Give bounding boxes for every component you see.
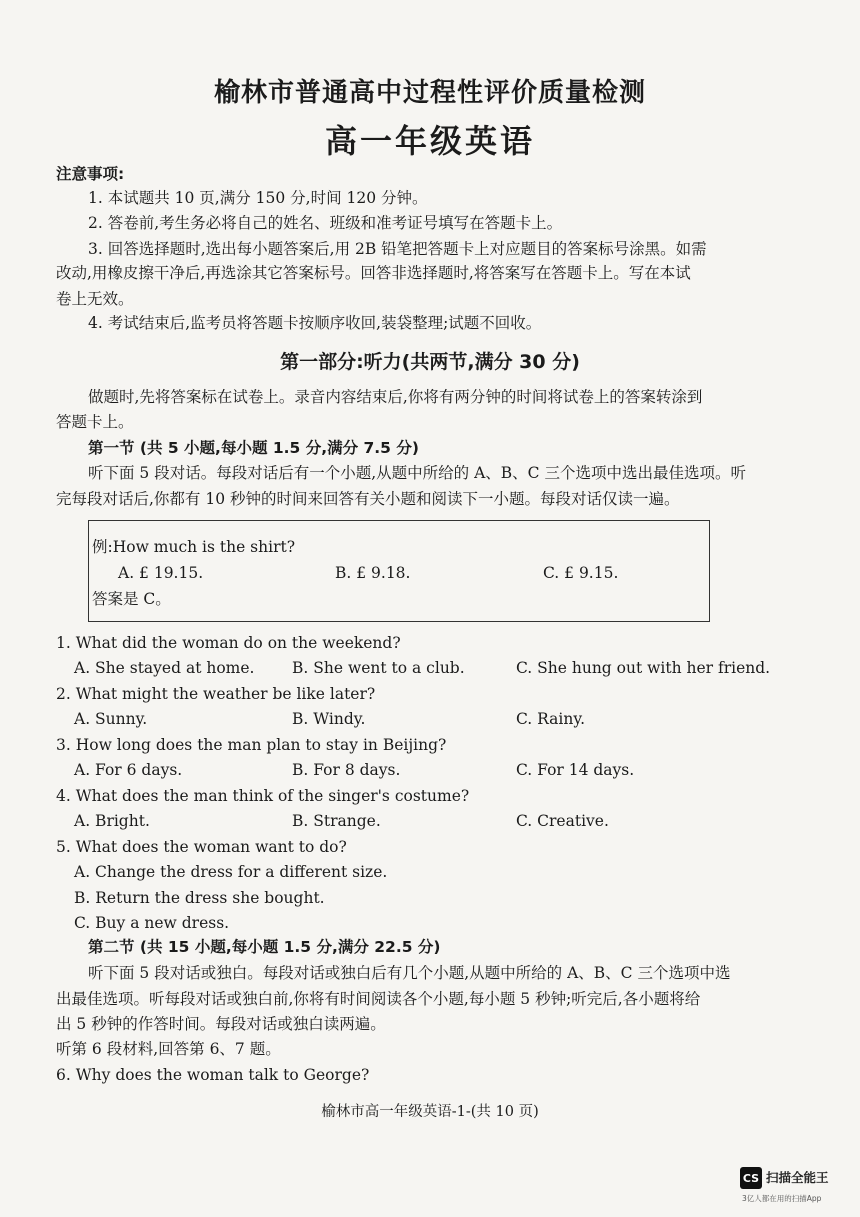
- part1-intro-line-1: 做题时,先将答案标在试卷上。录音内容结束后,你将有两分钟的时间将试卷上的答案转涂到: [88, 388, 703, 406]
- section2-heading: 第二节 (共 15 小题,每小题 1.5 分,满分 22.5 分): [88, 938, 441, 956]
- example-option-a: A. £ 19.15.: [118, 564, 204, 582]
- question-3-option-b: B. For 8 days.: [292, 761, 401, 779]
- camscanner-tagline: 3亿人都在用的扫描App: [742, 1194, 822, 1203]
- question-1: 1. What did the woman do on the weekend?: [56, 634, 401, 652]
- section2-instruction-line-1: 听下面 5 段对话或独白。每段对话或独白后有几个小题,从题中所给的 A、B、C 三个选项中选: [88, 964, 731, 982]
- question-4: 4. What does the man think of the singer's costume?: [56, 787, 470, 805]
- example-question: 例:How much is the shirt?: [92, 538, 296, 556]
- question-3-option-c: C. For 14 days.: [516, 761, 635, 779]
- note-1: 1. 本试题共 10 页,满分 150 分,时间 120 分钟。: [88, 189, 428, 207]
- question-1-option-b: B. She went to a club.: [292, 659, 465, 677]
- page-footer: 榆林市高一年级英语-1-(共 10 页): [321, 1104, 539, 1120]
- question-2-option-c: C. Rainy.: [516, 710, 585, 728]
- question-2-option-b: B. Windy.: [292, 710, 366, 728]
- note-3-line-2: 改动,用橡皮擦干净后,再选涂其它答案标号。回答非选择题时,将答案写在答题卡上。写在本试: [56, 264, 691, 282]
- question-6: 6. Why does the woman talk to George?: [56, 1066, 370, 1084]
- question-2-option-a: A. Sunny.: [74, 710, 148, 728]
- question-4-option-c: C. Creative.: [516, 812, 609, 830]
- question-4-option-b: B. Strange.: [292, 812, 381, 830]
- section1-heading: 第一节 (共 5 小题,每小题 1.5 分,满分 7.5 分): [88, 439, 419, 457]
- exam-subtitle: 高一年级英语: [324, 122, 535, 160]
- section1-instruction-line-2: 完每段对话后,你都有 10 秒钟的时间来回答有关小题和阅读下一小题。每段对话仅读一遍。: [56, 490, 680, 508]
- question-3-option-a: A. For 6 days.: [74, 761, 183, 779]
- note-3-line-3: 卷上无效。: [56, 290, 134, 308]
- camscanner-name: 扫描全能王: [766, 1170, 829, 1185]
- question-5: 5. What does the woman want to do?: [56, 838, 347, 856]
- question-4-option-a: A. Bright.: [74, 812, 150, 830]
- section2-instruction-line-2: 出最佳选项。听每段对话或独白前,你将有时间阅读各个小题,每小题 5 秒钟;听完后,各小题将给: [56, 990, 701, 1008]
- example-option-b: B. £ 9.18.: [335, 564, 411, 582]
- question-1-option-c: C. She hung out with her friend.: [516, 659, 771, 677]
- note-2: 2. 答卷前,考生务必将自己的姓名、班级和准考证号填写在答题卡上。: [88, 214, 563, 232]
- part1-heading: 第一部分:听力(共两节,满分 30 分): [280, 351, 580, 373]
- example-answer: 答案是 C。: [92, 590, 171, 608]
- question-1-option-a: A. She stayed at home.: [74, 659, 255, 677]
- question-2: 2. What might the weather be like later?: [56, 685, 376, 703]
- example-option-c: C. £ 9.15.: [543, 564, 619, 582]
- note-3-line-1: 3. 回答选择题时,选出每小题答案后,用 2B 铅笔把答题卡上对应题目的答案标号涂黑。如需: [88, 240, 707, 258]
- notes-heading: 注意事项:: [56, 165, 125, 183]
- note-4: 4. 考试结束后,监考员将答题卡按顺序收回,装袋整理;试题不回收。: [88, 314, 542, 332]
- camscanner-logo-icon: CS: [740, 1167, 762, 1189]
- part1-intro-line-2: 答题卡上。: [56, 413, 134, 431]
- material-6-instruction: 听第 6 段材料,回答第 6、7 题。: [56, 1040, 281, 1058]
- section1-instruction-line-1: 听下面 5 段对话。每段对话后有一个小题,从题中所给的 A、B、C 三个选项中选出最佳选项。听: [88, 464, 746, 482]
- question-3: 3. How long does the man plan to stay in Beijing?: [56, 736, 447, 754]
- exam-title: 榆林市普通高中过程性评价质量检测: [213, 78, 646, 108]
- question-5-option-a: A. Change the dress for a different size.: [74, 863, 388, 881]
- question-5-option-c: C. Buy a new dress.: [74, 914, 230, 932]
- question-5-option-b: B. Return the dress she bought.: [74, 889, 325, 907]
- section2-instruction-line-3: 出 5 秒钟的作答时间。每段对话或独白读两遍。: [56, 1015, 386, 1033]
